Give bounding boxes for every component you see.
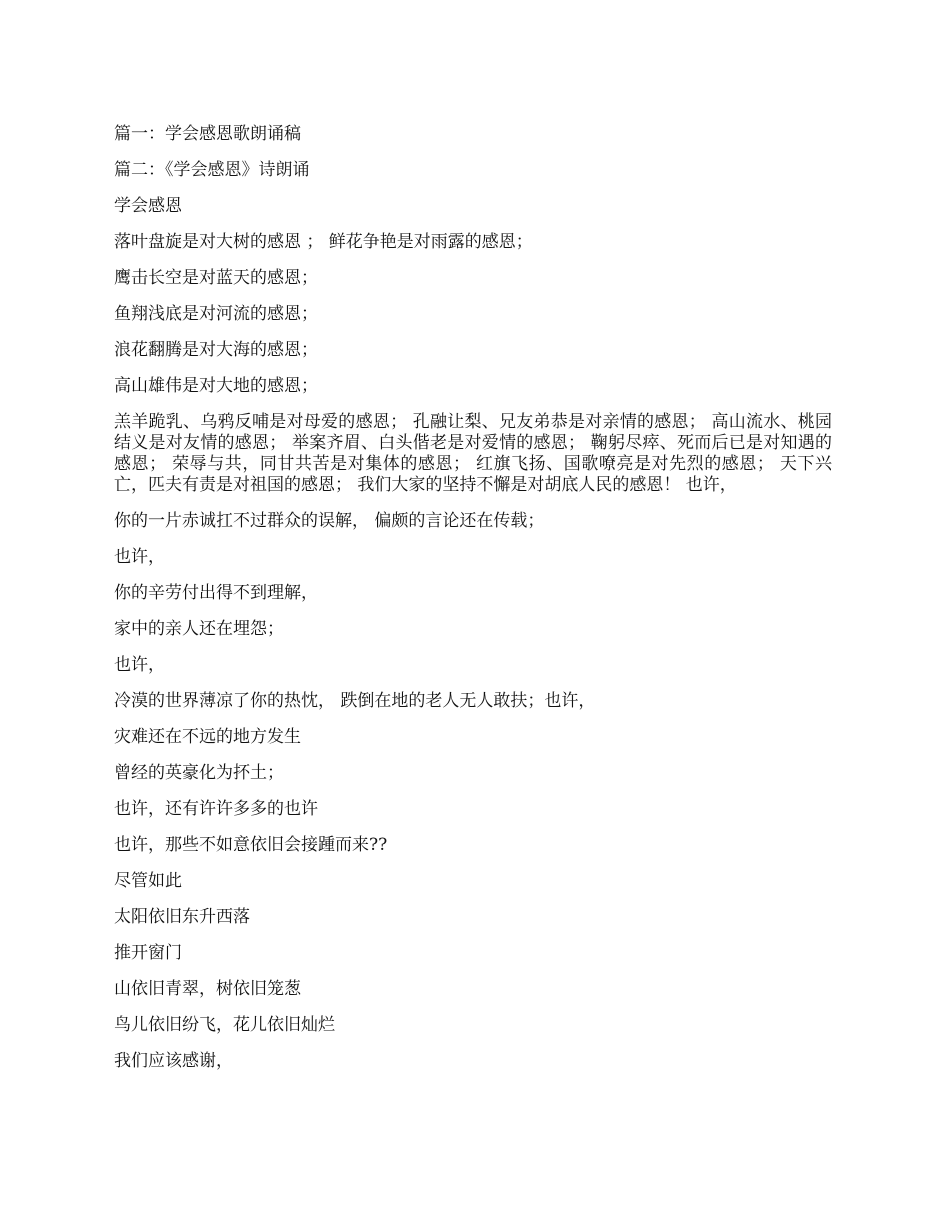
text-line: 高山雄伟是对大地的感恩； — [114, 376, 318, 396]
text-line: 家中的亲人还在埋怨； — [114, 619, 284, 639]
text-paragraph: 羔羊跪乳、乌鸦反哺是对母爱的感恩； 孔融让梨、兄友弟恭是对亲情的感恩； 高山流水、桃园结义是对友情的感恩； 举案齐眉、白头偕老是对爱情的感恩； 鞠躬尽瘁、死而后已是对知遇的感恩； 荣辱与共，同甘共苦是对集体的感恩； 红旗飞扬、国歌嘹亮是对先烈的感恩； 天下兴亡，匹夫有责是对祖国的感恩； 我们大家的坚持不懈是对胡底人民的感恩！ 也许， — [114, 412, 832, 495]
text-line: 我们应该感谢， — [114, 1051, 233, 1071]
text-line: 山依旧青翠，树依旧笼葱 — [114, 979, 301, 999]
text-line: 也许， — [114, 547, 165, 567]
heading-part-two: 篇二：《学会感恩》诗朗诵 — [114, 160, 310, 180]
text-line: 曾经的英豪化为抔土； — [114, 763, 284, 783]
text-line: 鱼翔浅底是对河流的感恩； — [114, 304, 318, 324]
text-line: 也许，还有许许多多的也许 — [114, 799, 318, 819]
text-line: 冷漠的世界薄凉了你的热忱， 跌倒在地的老人无人敢扶；也许， — [114, 691, 596, 711]
text-line: 鸟儿依旧纷飞，花儿依旧灿烂 — [114, 1015, 335, 1035]
text-line: 也许， — [114, 655, 165, 675]
text-line: 也许，那些不如意依旧会接踵而来?? — [114, 835, 388, 855]
heading-part-one: 篇一：学会感恩歌朗诵稿 — [114, 124, 301, 144]
text-line: 你的辛劳付出得不到理解， — [114, 583, 318, 603]
document-body — [114, 124, 832, 1087]
text-line: 尽管如此 — [114, 871, 182, 891]
text-line: 落叶盘旋是对大树的感恩 ； 鲜花争艳是对雨露的感恩； — [114, 232, 533, 252]
text-line: 你的一片赤诚扛不过群众的误解， 偏颇的言论还在传载； — [114, 511, 545, 531]
text-line: 灾难还在不远的地方发生 — [114, 727, 301, 747]
text-line: 太阳依旧东升西落 — [114, 907, 250, 927]
text-line: 浪花翻腾是对大海的感恩； — [114, 340, 318, 360]
text-line: 推开窗门 — [114, 943, 182, 963]
text-line: 鹰击长空是对蓝天的感恩； — [114, 268, 318, 288]
poem-title: 学会感恩 — [114, 196, 182, 216]
